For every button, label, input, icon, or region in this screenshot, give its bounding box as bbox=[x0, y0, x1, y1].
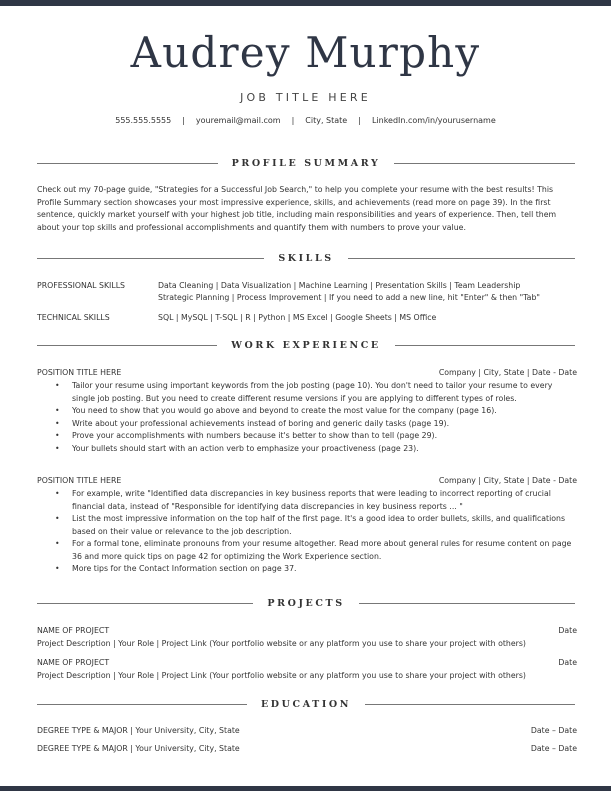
section-title: PROJECTS bbox=[267, 597, 345, 609]
section-title: PROFILE SUMMARY bbox=[231, 157, 381, 169]
divider bbox=[365, 704, 575, 705]
profile-summary-text: Check out my 70-page guide, "Strategies for a Successful Job Search," to help you complete your resume with the best results! This Profile Summary section showcases your most impressive experience, skills, and achievements (read more on page 39). In the first sentence, quickly market yourself with your highest job title, including main responsibilities and years of experience. Then, tell them about your top skills and professional accomplishments and quantify them with numbers to prove your value. bbox=[37, 185, 557, 232]
list-item: • Tailor your resume using important keywords from the job posting (page 10). You don't need to tailor your resume to every single job posting. But you need to create different resume versions if you are applying to different types of roles. bbox=[37, 380, 577, 405]
section-title: SKILLS bbox=[278, 252, 334, 264]
top-accent-bar bbox=[0, 0, 611, 6]
job-title: JOB TITLE HERE bbox=[240, 91, 371, 104]
divider bbox=[359, 603, 575, 604]
education-date: Date – Date bbox=[530, 744, 577, 753]
job-header bbox=[37, 367, 577, 379]
education-item bbox=[37, 725, 577, 737]
section-title: EDUCATION bbox=[260, 698, 352, 710]
degree: DEGREE TYPE & MAJOR bbox=[37, 744, 128, 753]
divider bbox=[37, 345, 217, 346]
candidate-name: Audrey Murphy bbox=[130, 28, 481, 77]
divider bbox=[394, 163, 575, 164]
job-bullets bbox=[37, 380, 577, 455]
professional-skills-line-1: Data Cleaning | Data Visualization | Machine Learning | Presentation Skills | Team Leadership bbox=[158, 281, 521, 290]
list-item: • You need to show that you would go above and beyond to create the most value for the company (page 16). bbox=[37, 405, 577, 418]
professional-skills-label: PROFESSIONAL SKILLS bbox=[37, 281, 125, 290]
projects-heading bbox=[37, 596, 575, 610]
divider bbox=[395, 345, 575, 346]
list-item: • More tips for the Contact Information section on page 37. bbox=[37, 563, 577, 576]
contact-linkedin: LinkedIn.com/in/yourusername bbox=[371, 116, 496, 125]
list-item: • For example, write "Identified data discrepancies in key business reports that were leading to incorrect reporting of crucial financial data, instead of "Responsible for identifying data discrepancies in key business reports ... " bbox=[37, 488, 577, 513]
contact-phone: 555.555.5555 bbox=[115, 116, 172, 125]
company-info: Company | City, State | Date - Date bbox=[438, 368, 577, 377]
project-item bbox=[37, 625, 577, 637]
contact-separator: | bbox=[358, 116, 361, 125]
project-description: Project Description | Your Role | Project Link (Your portfolio website or any platform you use to share your project with others) bbox=[37, 671, 526, 680]
list-item: • Prove your accomplishments with numbers because it's better to show than to tell (page 29). bbox=[37, 430, 577, 443]
bottom-accent-bar bbox=[0, 786, 611, 791]
degree: DEGREE TYPE & MAJOR bbox=[37, 726, 128, 735]
project-description: Project Description | Your Role | Project Link (Your portfolio website or any platform you use to share your project with others) bbox=[37, 639, 526, 648]
project-item bbox=[37, 657, 577, 669]
list-item: • List the most impressive information on the top half of the first page. It's a good idea to order bullets, skills, and qualifications based on their value or relevance to the job description. bbox=[37, 513, 577, 538]
school: | Your University, City, State bbox=[127, 744, 240, 753]
education-heading bbox=[37, 697, 575, 711]
contact-separator: | bbox=[182, 116, 185, 125]
list-item: • For a formal tone, eliminate pronouns from your resume altogether. Read more about general rules for resume content on page 36 and more quick tips on page 42 for optimizing the Work Experience section. bbox=[37, 538, 577, 563]
school: | Your University, City, State bbox=[127, 726, 240, 735]
education-date: Date – Date bbox=[530, 726, 577, 735]
contact-line bbox=[0, 116, 611, 125]
project-name: NAME OF PROJECT bbox=[37, 658, 110, 667]
contact-location: City, State bbox=[305, 116, 348, 125]
skills-heading bbox=[37, 251, 575, 265]
list-item: • Your bullets should start with an action verb to emphasize your proactiveness (page 23). bbox=[37, 443, 577, 456]
education-item bbox=[37, 743, 577, 755]
divider bbox=[37, 258, 264, 259]
contact-separator: | bbox=[291, 116, 295, 125]
job-bullets bbox=[37, 488, 577, 576]
divider bbox=[37, 704, 247, 705]
divider bbox=[37, 603, 253, 604]
divider bbox=[348, 258, 575, 259]
project-date: Date bbox=[558, 626, 577, 635]
project-name: NAME OF PROJECT bbox=[37, 626, 110, 635]
company-info: Company | City, State | Date - Date bbox=[438, 476, 577, 485]
professional-skills-line-2: Strategic Planning | Process Improvement | If you need to add a new line, hit "Enter" & then "Tab" bbox=[158, 293, 540, 302]
position-title: POSITION TITLE HERE bbox=[37, 368, 122, 377]
technical-skills-value: SQL | MySQL | T-SQL | R | Python | MS Excel | Google Sheets | MS Office bbox=[158, 313, 437, 322]
list-item: • Write about your professional achievements instead of boring and generic daily tasks (page 19). bbox=[37, 418, 577, 431]
technical-skills-label: TECHNICAL SKILLS bbox=[37, 313, 110, 322]
project-date: Date bbox=[558, 658, 577, 667]
divider bbox=[37, 163, 218, 164]
contact-email: youremail@mail.com bbox=[195, 116, 281, 125]
profile-summary-heading bbox=[37, 156, 575, 170]
position-title: POSITION TITLE HERE bbox=[37, 476, 122, 485]
work-experience-heading bbox=[37, 338, 575, 352]
job-header bbox=[37, 475, 577, 487]
section-title: WORK EXPERIENCE bbox=[231, 339, 381, 351]
